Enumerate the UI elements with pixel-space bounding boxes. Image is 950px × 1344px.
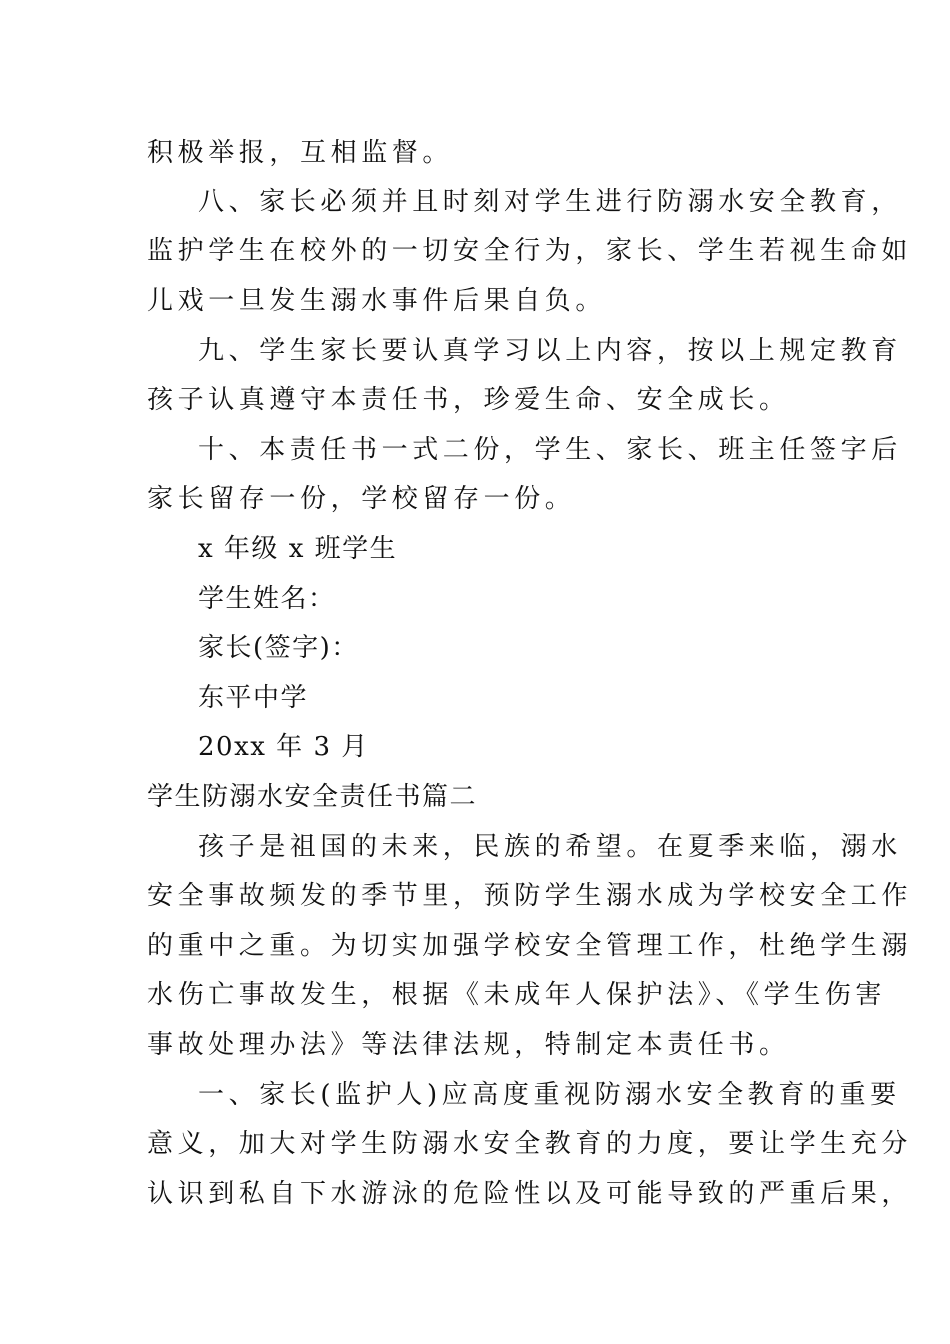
item-1-line-2: 意义，加大对学生防溺水安全教育的力度，要让学生充分 [147,1129,913,1159]
student-name-label: 学生姓名： [198,584,336,614]
intro-line-1: 孩子是祖国的未来，民族的希望。在夏季来临，溺水 [198,832,902,862]
intro-line-2: 安全事故频发的季节里，预防学生溺水成为学校安全工作 [147,881,913,911]
item-9-line-1: 九、学生家长要认真学习以上内容，按以上规定教育 [198,336,902,366]
item-8-line-2: 监护学生在校外的一切安全行为，家长、学生若视生命如 [147,236,913,266]
item-1-line-1: 一、家长(监护人)应高度重视防溺水安全教育的重要 [198,1080,901,1110]
class-line: x 年级 x 班学生 [198,534,398,564]
intro-line-4: 水伤亡事故发生，根据《未成年人保护法》、《学生伤害 [147,980,887,1010]
date-line: 20xx 年 3 月 [198,732,369,762]
intro-line-3: 的重中之重。为切实加强学校安全管理工作，杜绝学生溺 [147,931,913,961]
intro-line-5: 事故处理办法》等法律法规，特制定本责任书。 [147,1030,790,1060]
item-8-line-1: 八、家长必须并且时刻对学生进行防溺水安全教育， [198,187,902,217]
item-10-line-2: 家长留存一份，学校留存一份。 [147,484,576,514]
parent-signature-label: 家长(签字)： [198,633,359,663]
item-1-line-3: 认识到私自下水游泳的危险性以及可能导致的严重后果， [147,1179,913,1209]
school-name: 东平中学 [198,683,309,713]
section-title: 学生防溺水安全责任书篇二 [147,782,478,812]
item-8-line-3: 儿戏一旦发生溺水事件后果自负。 [147,286,607,316]
item-10-line-1: 十、本责任书一式二份，学生、家长、班主任签字后 [198,435,902,465]
closing-line: 积极举报，互相监督。 [147,138,454,168]
item-9-line-2: 孩子认真遵守本责任书，珍爱生命、安全成长。 [147,385,790,415]
